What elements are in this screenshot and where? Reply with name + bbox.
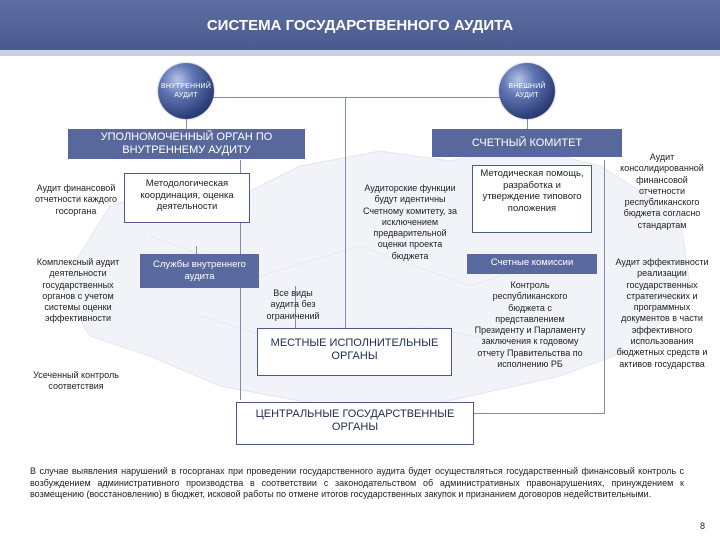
all-audit-types-text: Все виды аудита без ограничений — [266, 288, 320, 321]
internal-item-compliance-control: Усеченный контроль соответствия — [33, 370, 119, 392]
page-number: 8 — [700, 521, 706, 531]
accounting-commissions-box: Счетные комиссии — [467, 254, 597, 274]
internal-item-financial-audit: Аудит финансовой отчетности каждого госоргана — [34, 183, 118, 216]
internal-audit-services-box: Службы внутреннего аудита — [140, 254, 259, 288]
internal-audit-sphere-icon — [158, 63, 214, 119]
page-title: СИСТЕМА ГОСУДАРСТВЕННОГО АУДИТА — [206, 17, 514, 34]
internal-audit-label: ВНУТРЕННИЙ АУДИТ — [161, 83, 211, 99]
republican-budget-control-text: Контроль республиканского бюджета с представлением Президенту и Парламенту заключения к годовому отчету Правительства по исполнению РБ — [474, 280, 586, 370]
violations-note: В случае выявления нарушений в госорганах при проведении государственного аудита будет осуществляться государственный финансовый контроль с возбуждением административного производства в соответствии с законодательством об административных правонарушениях, принуждением к возмещению (восстановлению) в бюджет, исковой работы по отмене итогов государственных закупок и признанием договоров недействительными. — [30, 466, 684, 499]
accounts-committee-band: СЧЕТНЫЙ КОМИТЕТ — [432, 129, 622, 157]
link-line-right-bottom — [472, 413, 605, 414]
central-state-organs-box: ЦЕНТРАЛЬНЫЕ ГОСУДАРСТВЕННЫЕ ОРГАНЫ — [236, 402, 474, 445]
link-line-center — [345, 98, 346, 328]
local-executive-organs-box: МЕСТНЫЕ ИСПОЛНИТЕЛЬНЫЕ ОРГАНЫ — [257, 328, 452, 376]
method-coordination-box: Методологическая координация, оценка деятельности — [124, 173, 250, 223]
consolidated-reporting-audit-text: Аудит консолидированной финансовой отчетности республиканского бюджета согласно стандартам — [620, 152, 704, 230]
auditor-functions-text: Аудиторские функции будут идентичны Счетному комитету, за исключением предварительной оценки проекта бюджета — [362, 183, 458, 261]
link-line-right — [604, 160, 605, 414]
internal-item-complex-audit: Комплексный аудит деятельности государственных органов с учетом системы оценки эффективности — [36, 257, 120, 324]
link-line-top — [206, 97, 530, 98]
header-bar — [0, 0, 720, 50]
efficiency-audit-text: Аудит эффективности реализации государственных стратегических и программных документов в части эффективного использования бюджетных средств и активов государства — [615, 257, 709, 369]
internal-authority-band: УПОЛНОМОЧЕННЫЙ ОРГАН ПО ВНУТРЕННЕМУ АУДИТУ — [68, 129, 305, 159]
external-audit-label: ВНЕШНИЙ АУДИТ — [508, 83, 546, 99]
method-assistance-box: Методическая помощь, разработка и утверждение типового положения — [472, 165, 592, 233]
external-audit-sphere-icon — [499, 63, 555, 119]
